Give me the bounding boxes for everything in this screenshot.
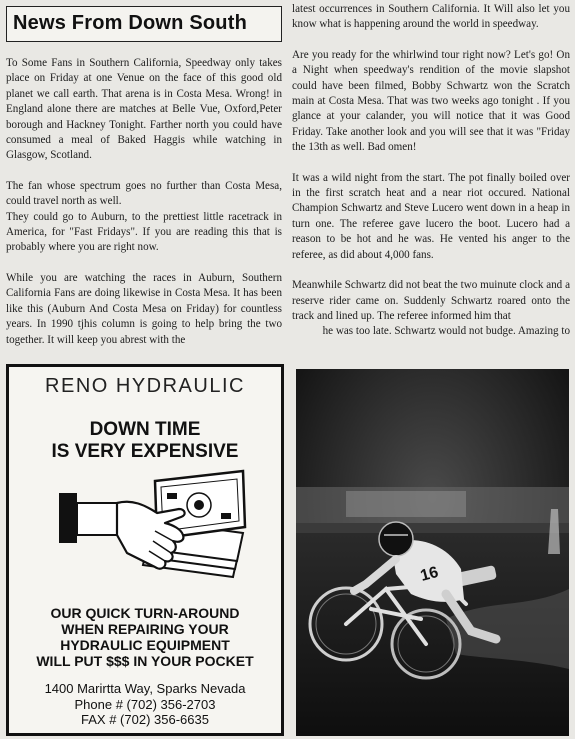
article-paragraph: It was a wild night from the start. The pot finally boiled over in the first scratch heat and a near riot occured. National Champion Schwartz and Steve Lucero went down in a heap in turn one. The referee gave lucero the boot. Lucero had a reason to be hot and he was. He vented his anger to the referee, as did about 4,000 fans. bbox=[292, 171, 570, 261]
ad-headline-line: IS VERY EXPENSIVE bbox=[51, 441, 239, 462]
article-column-right bbox=[292, 2, 570, 340]
ad-headline bbox=[9, 419, 281, 463]
rider-helmet bbox=[379, 522, 413, 556]
ad-fax: FAX # (702) 356-6635 bbox=[81, 712, 209, 727]
hand-holding-money-icon bbox=[57, 469, 247, 589]
article-column-left bbox=[6, 56, 282, 363]
article-headline: News From Down South bbox=[13, 12, 247, 34]
ad-headline-line: DOWN TIME bbox=[89, 419, 201, 440]
ad-tagline-line: HYDRAULIC EQUIPMENT bbox=[60, 637, 230, 653]
ad-tagline-line: WILL PUT $$$ IN YOUR POCKET bbox=[36, 653, 254, 669]
reno-hydraulic-ad bbox=[6, 364, 284, 736]
headline-box bbox=[6, 6, 282, 42]
ad-tagline-line: WHEN REPAIRING YOUR bbox=[61, 621, 229, 637]
article-paragraph: Are you ready for the whirlwind tour right now? Let's go! On a Night when speedway's rendition of the movie slapshot could have been filmed, Bobby Schwartz won the Scratch main at Costa Mesa. That was two weeks ago tonight . If you glance at your calander, you will notice that it was Good Friday. Take another look and you will see that it was "Friday the 13th as well. Bad omen! bbox=[292, 48, 570, 154]
ad-contact bbox=[9, 681, 281, 728]
ad-phone: Phone # (702) 356-2703 bbox=[74, 696, 216, 712]
rider-bib-number: 16 bbox=[418, 563, 441, 585]
article-paragraph: he was too late. Schwartz would not budge. Amazing to bbox=[322, 325, 570, 338]
article-paragraph: To Some Fans in Southern California, Speedway only takes place on Friday at one Venue on the face of this good old planet we call earth. That arena is in Costa Mesa. Wrong! in England alone there are matches at Belle Vue, Oxford,Peter borough and Hackney Tonight. Farther north you could have consumed a meal of Baked Haggis while watching in Glasgow, Scotland. bbox=[6, 57, 282, 162]
article-paragraph: They could go to Auburn, to the prettiest little racetrack in America, for "Fast Fridays". If you are reading this that is probably where you are right now. bbox=[6, 210, 282, 254]
article-paragraph: Meanwhile Schwartz did not beat the two muinute clock and a reserve rider came on. Suddenly Schwartz roared onto the track and lined up. The referee informed him that bbox=[292, 279, 570, 322]
article-paragraph: While you are watching the races in Auburn, Southern California Fans are doing likewise in Costa Mesa. It has been like this (Auburn And Costa Mesa on Friday) for countless years. In 1990 tjhis column is going to help bring the two together. It will keep you abrest with the bbox=[6, 271, 282, 346]
article-paragraph: latest occurrences in Southern California. It Will also let you know what is happening around the world in speedway. bbox=[292, 3, 570, 31]
article-paragraph: The fan whose spectrum goes no further than Costa Mesa, could travel north as well. bbox=[6, 179, 282, 208]
speedway-rider-photo bbox=[296, 369, 569, 736]
rider-photo-illustration bbox=[296, 369, 569, 736]
cuff-shape bbox=[59, 493, 77, 543]
arm-shape bbox=[77, 503, 117, 535]
ad-tagline-line: OUR QUICK TURN-AROUND bbox=[50, 605, 240, 621]
ad-company-name: RENO HYDRAULIC bbox=[45, 375, 245, 397]
ad-tagline bbox=[9, 605, 281, 669]
ad-address: 1400 Marirtta Way, Sparks Nevada bbox=[44, 681, 246, 696]
